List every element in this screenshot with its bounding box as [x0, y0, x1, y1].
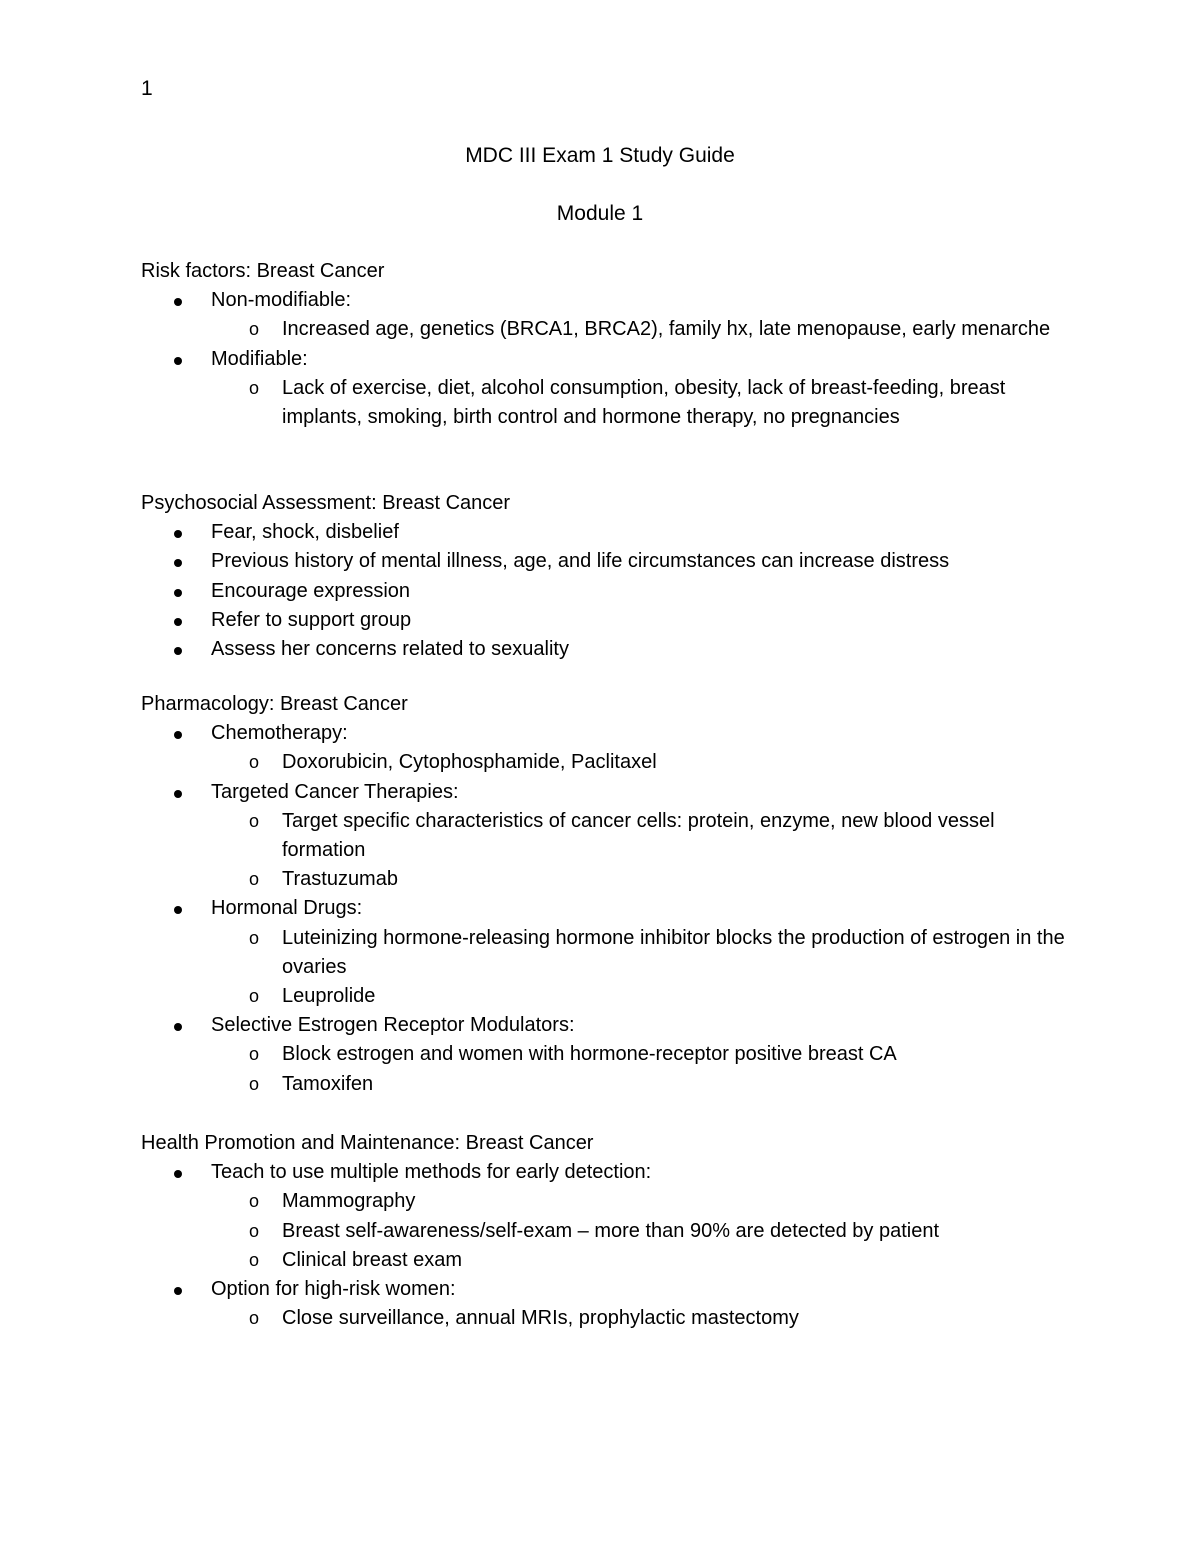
sub-list-item-text: Close surveillance, annual MRIs, prophylactic mastectomy [282, 1307, 799, 1330]
bullet-circle-icon: o [249, 986, 260, 1007]
bullet-circle-icon: o [249, 869, 260, 890]
bullet-list [141, 719, 1081, 1099]
bullet-list [141, 286, 1081, 432]
bullet-dot-icon [174, 618, 182, 626]
list-item [141, 518, 1081, 547]
sub-list-item [141, 924, 1081, 982]
list-item-text: Encourage expression [211, 579, 411, 602]
list-item-text: Refer to support group [211, 608, 412, 631]
section-heading: Pharmacology: Breast Cancer [141, 693, 408, 715]
bullet-circle-icon: o [249, 1191, 260, 1212]
sub-list-item [141, 1246, 1081, 1275]
sub-list-item [141, 1217, 1081, 1246]
sub-list-item-text: Breast self-awareness/self-exam – more than 90% are detected by patient [282, 1219, 940, 1242]
bullet-dot-icon [174, 647, 182, 655]
section-health-promotion [141, 1129, 1081, 1333]
sub-list-item [141, 1187, 1081, 1216]
list-item-text: Previous history of mental illness, age, and life circumstances can increase distress [211, 550, 950, 573]
sub-list-item-text: Target specific characteristics of cancer cells: protein, enzyme, new blood vessel formation [282, 809, 995, 861]
bullet-dot-icon [174, 1023, 182, 1031]
sub-list-item [141, 748, 1081, 777]
sub-list-item [141, 315, 1081, 344]
list-item-text: Targeted Cancer Therapies: [211, 780, 459, 803]
sub-list-item-text: Trastuzumab [282, 868, 398, 891]
bullet-dot-icon [174, 559, 182, 567]
bullet-circle-icon: o [249, 1044, 260, 1065]
sub-list-item [141, 982, 1081, 1011]
section-pharmacology [141, 690, 1081, 1099]
sub-list-item-text: Tamoxifen [282, 1072, 374, 1095]
list-item-text: Non-modifiable: [211, 289, 352, 312]
list-item-text: Assess her concerns related to sexuality [211, 638, 569, 660]
bullet-circle-icon: o [249, 1220, 260, 1241]
list-item-text: Selective Estrogen Receptor Modulators: [211, 1014, 575, 1037]
sub-list-item [141, 374, 1081, 432]
sub-list-item-text: Lack of exercise, diet, alcohol consumption, obesity, lack of breast-feeding, breast implants, smoking, birth control and hormone therapy, no pregnancies [282, 376, 1006, 428]
sub-list-item-text: Increased age, genetics (BRCA1, BRCA2), family hx, late menopause, early menarche [282, 318, 1051, 341]
bullet-dot-icon [174, 790, 182, 798]
list-item [141, 1011, 1081, 1040]
bullet-dot-icon [174, 1287, 182, 1295]
bullet-circle-icon: o [249, 810, 260, 831]
bullet-circle-icon: o [249, 752, 260, 773]
list-item-text: Modifiable: [211, 347, 308, 370]
list-item [141, 547, 1081, 576]
list-item [141, 345, 1081, 374]
sub-list-item-text: Mammography [282, 1190, 416, 1213]
bullet-dot-icon [174, 298, 182, 306]
list-item [141, 577, 1081, 606]
section-heading: Health Promotion and Maintenance: Breast Cancer [141, 1132, 594, 1154]
bullet-dot-icon [174, 906, 182, 914]
list-item-text: Chemotherapy: [211, 722, 348, 745]
bullet-dot-icon [174, 357, 182, 365]
sub-list-item [141, 1304, 1081, 1333]
document-title: MDC III Exam 1 Study Guide [465, 144, 735, 167]
list-item [141, 719, 1081, 748]
sub-list-item-text: Clinical breast exam [282, 1248, 463, 1271]
sub-list-item [141, 865, 1081, 894]
list-item-text: Hormonal Drugs: [211, 897, 363, 920]
bullet-list [141, 1158, 1081, 1333]
sub-list-item-text: Doxorubicin, Cytophosphamide, Paclitaxel [282, 751, 657, 774]
bullet-circle-icon: o [249, 377, 260, 398]
section-risk-factors [141, 257, 1081, 432]
bullet-circle-icon: o [249, 1249, 260, 1270]
bullet-circle-icon: o [249, 1073, 260, 1094]
bullet-dot-icon [174, 589, 182, 597]
list-item [141, 894, 1081, 923]
bullet-list [141, 518, 1081, 664]
list-item-text: Fear, shock, disbelief [211, 521, 399, 544]
list-item [141, 1275, 1081, 1304]
list-item [141, 286, 1081, 315]
sub-list-item [141, 1040, 1081, 1069]
module-title: Module 1 [556, 202, 644, 225]
page-number: 1 [141, 77, 153, 100]
section-heading: Risk factors: Breast Cancer [141, 260, 385, 282]
section-heading: Psychosocial Assessment: Breast Cancer [141, 492, 511, 514]
bullet-dot-icon [174, 1170, 182, 1178]
bullet-dot-icon [174, 530, 182, 538]
list-item [141, 778, 1081, 807]
bullet-circle-icon: o [249, 1308, 260, 1329]
list-item [141, 606, 1081, 635]
bullet-circle-icon: o [249, 927, 260, 948]
bullet-circle-icon: o [249, 319, 260, 340]
section-psychosocial-assessment [141, 489, 1081, 664]
list-item [141, 635, 1081, 664]
sub-list-item-text: Block estrogen and women with hormone-receptor positive breast CA [282, 1043, 897, 1066]
sub-list-item [141, 1070, 1081, 1099]
bullet-dot-icon [174, 731, 182, 739]
list-item-text: Option for high-risk women: [211, 1278, 456, 1300]
sub-list-item-text: Luteinizing hormone-releasing hormone inhibitor blocks the production of estrogen in the ovaries [282, 926, 1065, 978]
sub-list-item [141, 807, 1081, 865]
list-item-text: Teach to use multiple methods for early detection: [211, 1161, 652, 1184]
list-item [141, 1158, 1081, 1187]
sub-list-item-text: Leuprolide [282, 985, 376, 1008]
